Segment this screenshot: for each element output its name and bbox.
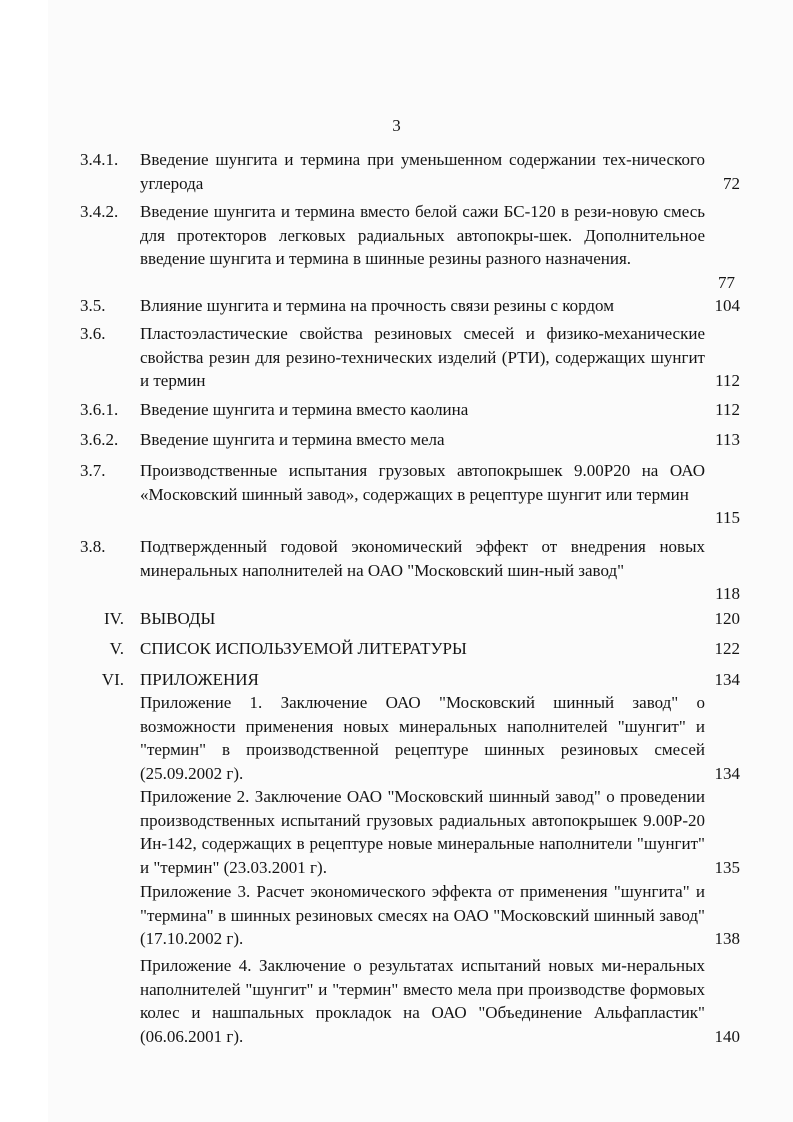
entry-number: 3.4.1. [80, 150, 119, 169]
appendix-page: 138 [714, 929, 740, 948]
entry-number: 3.6. [80, 324, 106, 343]
entry-page: 113 [715, 430, 740, 449]
entry-number: 3.8. [80, 537, 106, 556]
entry-title: СПИСОК ИСПОЛЬЗУЕМОЙ ЛИТЕРАТУРЫ [140, 639, 467, 658]
entry-page: 112 [715, 400, 740, 419]
entry-page: 72 [723, 173, 740, 193]
page-number: 3 [392, 116, 401, 135]
toc-entry-3-6-1 [80, 398, 740, 422]
entry-title: Введение шунгита и термина вместо мела [140, 430, 445, 449]
entry-title: Введение шунгита и термина вместо белой сажи БС-120 в рези-новую смесь для протекторов легковых радиальных автопокры-шек. Дополнительное введение шунгита и термина в шинные резины разного назначения. [140, 202, 705, 268]
entry-page: 122 [714, 639, 740, 658]
entry-page: 115 [715, 508, 740, 527]
entry-title: Производственные испытания грузовых автопокрышек 9.00Р20 на ОАО «Московский шинный завод», содержащих в рецептуре шунгит или термин [140, 461, 705, 504]
toc-entry-v [80, 637, 740, 661]
toc-entry-3-6-2 [80, 428, 740, 452]
appendix-4 [140, 954, 740, 1048]
appendix-3 [140, 880, 740, 951]
appendix-title: Приложение 2. Заключение ОАО "Московский шинный завод" о проведении производственных испытаний грузовых радиальных автопокрышек 9.00Р-20 Ин-142, содержащих в рецептуре новые минеральные наполнители "шунгит" и "термин" (23.03.2001 г). [140, 787, 705, 877]
appendix-page: 135 [714, 857, 740, 877]
entry-page: 77 [718, 272, 735, 292]
entry-title: Пластоэластические свойства резиновых смесей и физико-механические свойства резин для резино-технических изделий (РТИ), содержащих шунгит и термин [140, 324, 705, 390]
entry-number: V. [109, 639, 124, 658]
entry-number: 3.5. [80, 296, 106, 315]
appendix-1 [140, 691, 740, 785]
entry-title: Введение шунгита и термина вместо каолина [140, 400, 469, 419]
entry-number: 3.6.2. [80, 430, 119, 449]
toc-entry-3-5 [80, 294, 740, 318]
entry-number: 3.4.2. [80, 202, 119, 221]
entry-page: 118 [715, 584, 740, 603]
appendix-title: Приложение 4. Заключение о результатах испытаний новых ми-неральных наполнителей "шунгит" и "термин" вместо мела при производстве формовых колес и нашпальных прокладок на ОАО "Объединение Альфапластик" (06.06.2001 г). [140, 956, 705, 1046]
entry-title: ВЫВОДЫ [140, 609, 216, 628]
entry-page: 120 [714, 609, 740, 628]
entry-title: Подтвержденный годовой экономический эффект от внедрения новых минеральных наполнителей на ОАО "Московский шин-ный завод" [140, 537, 705, 580]
entry-title: Влияние шунгита и термина на прочность связи резины с кордом [140, 296, 614, 315]
entry-number: 3.7. [80, 461, 106, 480]
entry-page: 112 [715, 371, 740, 390]
toc-entry-3-4-1 [80, 148, 740, 195]
toc-entry-vi [80, 668, 740, 692]
toc-entry-3-8 [80, 535, 740, 606]
entry-number: VI. [101, 670, 124, 689]
appendix-page: 140 [714, 1026, 740, 1046]
entry-page: 104 [714, 296, 740, 315]
appendix-page: 134 [714, 763, 740, 783]
entry-number: IV. [104, 609, 124, 628]
toc-entry-iv [80, 607, 740, 631]
appendix-2 [140, 785, 740, 879]
toc-entry-3-7 [80, 459, 740, 530]
appendix-title: Приложение 3. Расчет экономического эффекта от применения "шунгита" и "термина" в шинных резиновых смесях на ОАО "Московский шинный завод" (17.10.2002 г). [140, 882, 705, 948]
toc-entry-3-6 [80, 322, 740, 393]
appendix-title: Приложение 1. Заключение ОАО "Московский шинный завод" о возможности применения новых минеральных наполнителей "шунгит" и "термин" в производственной рецептуре шинных резиновых смесей (25.09.2002 г). [140, 693, 705, 783]
entry-title: Введение шунгита и термина при уменьшенном содержании тех-нического углерода [140, 150, 705, 193]
entry-number: 3.6.1. [80, 400, 119, 419]
entry-page: 134 [714, 670, 740, 689]
toc-entry-3-4-2 [80, 200, 735, 294]
entry-title: ПРИЛОЖЕНИЯ [140, 670, 259, 689]
